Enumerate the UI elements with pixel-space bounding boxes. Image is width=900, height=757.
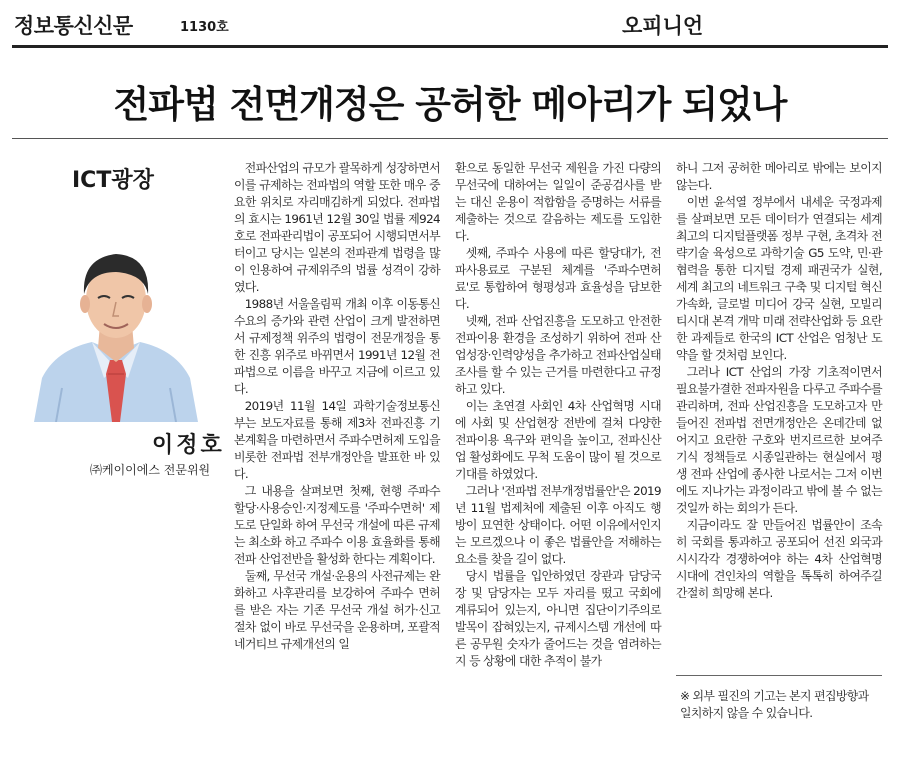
column-name: ICT광장: [72, 168, 154, 193]
headline: 전파법 전면개정은 공허한 메아리가 되었나: [113, 83, 787, 126]
paragraph: 당시 법률을 입안하였던 장관과 담당국장 및 담당자는 모두 자리를 떴고 국회에 계류되어 있는지, 아니면 집단이기주의로 발목이 잡혀있는지, 규제시스템 개선에 따른 공무원 숫자가 줄어드는 것을 염려하는지 등 상황에 대한 추적이 불가: [455, 569, 661, 668]
paragraph: 그 내용을 살펴보면 첫째, 현행 주파수 할당·사용승인·지정제도를 '주파수면허' 제도로 단일화 하여 무선국 개설에 따른 규제는 최소화 하고 주파수 이용 효율화를 통해 전파 산업전반을 활성화 한다는 계획이다.: [234, 484, 440, 566]
paragraph: 지금이라도 잘 만들어진 법률안이 조속히 국회를 통과하고 공포되어 선진 외국과 시시각각 경쟁하여야 하는 4차 산업혁명 시대에 견인차의 역할을 톡톡히 하여주길 간절히 희망해 본다.: [676, 518, 882, 600]
section-name: 오피니언: [622, 14, 704, 38]
footnote-rule: [676, 675, 882, 676]
top-rule: [12, 45, 888, 48]
masthead: [14, 10, 888, 46]
headline-rule: [12, 138, 888, 139]
issue-number: 1130호: [180, 20, 229, 35]
body-column-3: [676, 160, 882, 602]
paragraph: 넷째, 전파 산업진흥을 도모하고 안전한 전파이용 환경을 조성하기 위하여 전파 산업성장·인력양성을 추가하고 전파산업실태조사를 할 수 있는 근거를 마련한다고 규정하고 있다.: [455, 314, 661, 396]
footnote: ※ 외부 필진의 기고는 본지 편집방향과 일치하지 않을 수 있습니다.: [680, 689, 869, 720]
paragraph: 하니 그저 공허한 메아리로 밖에는 보이지 않는다.: [676, 161, 882, 192]
author-photo: [16, 228, 216, 422]
paragraph: 2019년 11월 14일 과학기술정보통신부는 보도자료를 통해 제3차 전파진흥 기본계획을 마련하면서 주파수면허제 도입을 비롯한 전파법 전부개정안을 발표한 바 있다.: [234, 399, 440, 481]
paper-name: 정보통신신문: [14, 14, 133, 38]
paragraph: 둘째, 무선국 개설·운용의 사전규제는 완화하고 사후관리를 보강하여 주파수 면허를 받은 자는 기존 무선국 개설 허가·신고 절차 없이 바로 무선국을 운용하며, 포괄적 네거티브 규제개선의 일: [234, 569, 440, 651]
body-column-2: [455, 160, 661, 670]
paragraph: 이번 윤석열 정부에서 내세운 국정과제를 살펴보면 모든 데이터가 연결되는 세계 최고의 디지털플랫폼 정부 구현, 초격차 전략기술 육성으로 과학기술 G5 도약, 민·관 협력을 통한 디지털 경제 패권국가 실현, 세계 최고의 네트워크 구축 및 디지털 혁신 가속화, 글로벌 미디어 강국 실현, 모빌리티시대 본격 개막 미래 전략산업화 등 요란한 과제들로 한국의 ICT 산업은 엄청난 도약을 할 것처럼 보인다.: [676, 195, 882, 362]
paragraph: 전파산업의 규모가 괄목하게 성장하면서 이를 규제하는 전파법의 역할 또한 매우 중요한 위치로 자리매김하게 되었다. 전파법의 효시는 1961년 12월 30일 법률 제924호로 전파관리법이 공포되어 시행되면서부터이고 당시는 일본의 전파관계 법령을 많이 인용하여 규제위주의 법률 성격이 강하였다.: [234, 161, 440, 294]
paragraph: 환으로 동일한 무선국 제원을 가진 다량의 무선국에 대하여는 일일이 준공검사를 받는 대신 운용이 적합함을 증명하는 서류를 제출하는 것으로 갈음하는 제도를 도입한다.: [455, 161, 661, 243]
author-title: ㈜케이이에스 전문위원: [90, 463, 211, 477]
paragraph: 셋째, 주파수 사용에 따른 할당대가, 전파사용료로 구분된 체계를 '주파수면허료'로 통합하여 형평성과 효율성을 담보한다.: [455, 246, 661, 311]
author-portrait-image: [16, 228, 216, 422]
paragraph: 그러나 ICT 산업의 가장 기초적이면서 필요불가결한 전파자원을 다루고 주파수를 관리하며, 전파 산업진흥을 도모하고자 만들어진 전파법 전면개정안은 온데간데 없어지고 요란한 구호와 번지르르한 보여주기식 정책들로 시종일관하는 현실에서 평생 전파 산업에 종사한 나로서는 그저 이번에도 지나가는 과정이라고 밖에 볼 수 없는 것일까 하는 회의가 든다.: [676, 365, 882, 515]
paragraph: 이는 초연결 사회인 4차 산업혁명 시대에 사회 및 산업현장 전반에 걸쳐 다양한 전파이용 욕구와 편익을 높이고, 전파신산업 활성화에도 무척 도움이 많이 될 것으로 기대를 하였었다.: [455, 399, 661, 481]
author-name: 이정호: [152, 433, 225, 458]
body-column-1: [234, 160, 440, 653]
paragraph: 그러나 '전파법 전부개정법률안'은 2019년 11월 법제처에 제출된 이후 아직도 행방이 묘연한 상태이다. 어떤 이유에서인지는 모르겠으나 이 좋은 법률안을 저해하는 요소를 찾을 길이 없다.: [455, 484, 661, 566]
paragraph: 1988년 서울올림픽 개최 이후 이동통신 수요의 증가와 관련 산업이 크게 발전하면서 규제정책 위주의 법령이 전문개정을 통한 진흥 위주로 바뀌면서 1991년 12월 전파법으로 이름을 바꾸고 지금에 이르고 있다.: [234, 297, 440, 396]
